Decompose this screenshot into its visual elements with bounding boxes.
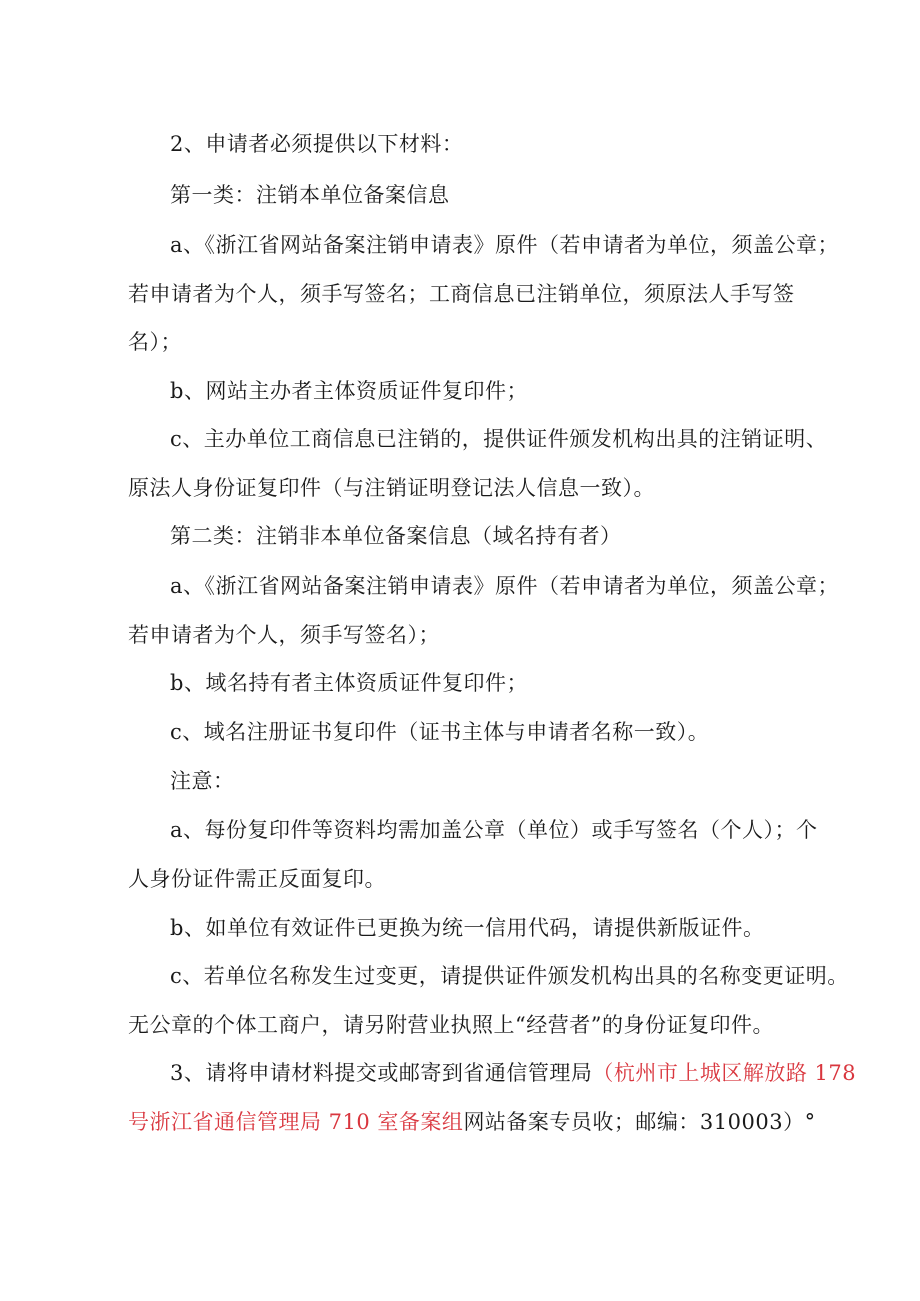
category1-title: 第一类：注销本单位备案信息: [170, 183, 450, 207]
item2-heading: 2、申请者必须提供以下材料：: [170, 132, 464, 156]
notes-item-b: b、如单位有效证件已更换为统一信用代码，请提供新版证件。: [170, 916, 765, 940]
category1-item-a-line1: a、《浙江省网站备案注销申请表》原件（若申请者为单位，须盖公章；: [170, 233, 840, 257]
category1-item-c-line1: c、主办单位工商信息已注销的，提供证件颁发机构出具的注销证明、: [170, 427, 828, 451]
notes-item-c-line2: 无公章的个体工商户，请另附营业执照上“经营者”的身份证复印件。: [128, 1013, 774, 1037]
notes-item-a-line1: a、每份复印件等资料均需加盖公章（单位）或手写签名（个人）；个: [170, 818, 818, 842]
item3-address-start: （杭州市上城区解放路 178: [592, 1061, 857, 1085]
category2-title: 第二类：注销非本单位备案信息（域名持有者）: [170, 524, 622, 548]
item3-line1: [170, 1058, 856, 1088]
category1-item-c-line2: 原法人身份证复印件（与注销证明登记法人信息一致）。: [128, 476, 655, 500]
category2-item-a-line1: a、《浙江省网站备案注销申请表》原件（若申请者为单位，须盖公章；: [170, 574, 840, 598]
category1-item-a-line3: 名）；: [128, 330, 182, 354]
item3-address-end: 号浙江省通信管理局 710 室备案组: [128, 1110, 464, 1134]
category1-item-b: b、网站主办者主体资质证件复印件；: [170, 379, 528, 403]
category2-item-c: c、域名注册证书复印件（证书主体与申请者名称一致）。: [170, 720, 710, 744]
notes-item-a-line2: 人身份证件需正反面复印。: [128, 867, 386, 891]
category1-item-a-line2: 若申请者为个人，须手写签名；工商信息已注销单位，须原法人手写签: [128, 282, 795, 306]
notes-item-c-line1: c、若单位名称发生过变更，请提供证件颁发机构出具的名称变更证明。: [170, 964, 849, 988]
item3-instruction-text: 3、请将申请材料提交或邮寄到省通信管理局: [170, 1061, 593, 1085]
category2-item-a-line2: 若申请者为个人，须手写签名）；: [128, 623, 440, 647]
item3-line2: [128, 1107, 816, 1137]
notes-title: 注意：: [170, 769, 235, 793]
item3-recipient-postcode: 网站备案专员收；邮编：310003）°: [463, 1110, 816, 1134]
category2-item-b: b、域名持有者主体资质证件复印件；: [170, 671, 528, 695]
